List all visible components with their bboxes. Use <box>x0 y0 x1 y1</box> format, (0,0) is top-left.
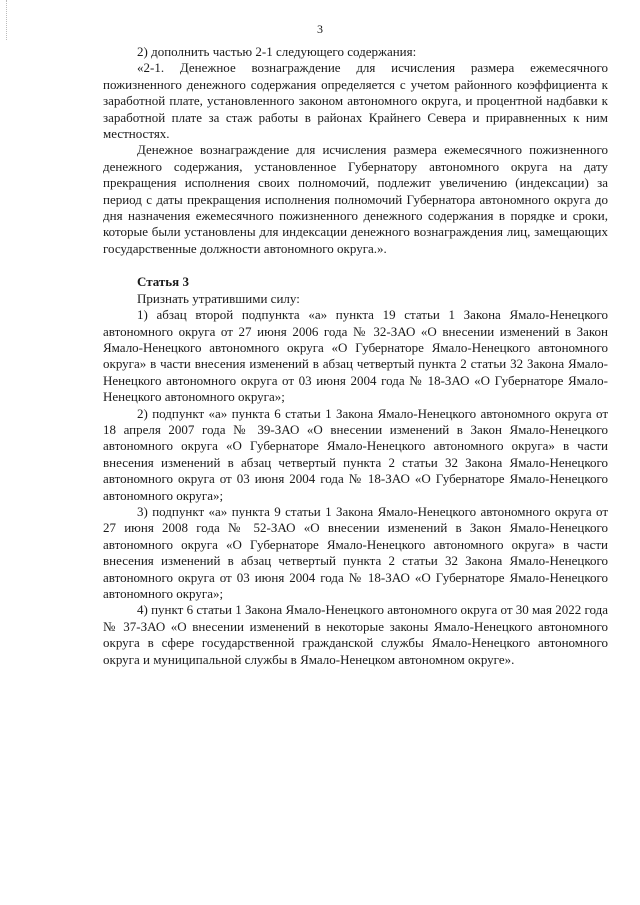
list-item-1: 1) абзац второй подпункта «а» пункта 19 статьи 1 Закона Ямало-Ненецкого автономного округа от 27 июня 2006 года № 32-ЗАО «О внесении изменений в Закон Ямало-Ненецкого автономного округа «О Губернаторе Ямало-Ненецкого автономного округа» в части внесения изменений в абзац четвертый пункта 2 статьи 32 Закона Ямало-Ненецкого автономного округа от 03 июня 2004 года № 18-ЗАО «О Губернаторе Ямало-Ненецкого автономного округа»; <box>103 307 608 405</box>
paragraph-repeal-intro: Признать утратившими силу: <box>137 290 300 306</box>
paragraph-part-2-1: «2-1. Денежное вознаграждение для исчисления размера ежемесячного пожизненного денежного содержания определяется с учетом районного коэффициента к заработной плате, установленного законом автономного округа, и процентной надбавки к заработной плате за стаж работы в районах Крайнего Севера и приравненных к ним местностях. <box>103 60 608 142</box>
paragraph-indexation: Денежное вознаграждение для исчисления размера ежемесячного пожизненного денежного содержания, установленное Губернатору автономного округа на дату прекращения исполнения своих полномочий, подлежит увеличению (индексации) за период с даты прекращения исполнения полномочий Губернатора автономного округа до дня назначения ежемесячного пожизненного денежного содержания в порядке и сроки, которые были установлены для индексации денежного вознаграждения лиц, замещающих государственные должности автономного округа.». <box>103 142 608 256</box>
document-body <box>103 44 608 668</box>
list-item-4: 4) пункт 6 статьи 1 Закона Ямало-Ненецкого автономного округа от 30 мая 2022 года № 37-ЗАО «О внесении изменений в некоторые законы Ямало-Ненецкого автономного округа в сфере государственной гражданской службы Ямало-Ненецкого автономного округа и муниципальной службы в Ямало-Ненецком автономном округе». <box>103 602 608 667</box>
page-number: 3 <box>317 22 323 36</box>
paragraph-item-2: 2) дополнить частью 2-1 следующего содержания: <box>137 44 417 59</box>
article-3-heading: Статья 3 <box>137 274 189 290</box>
list-item-2: 2) подпункт «а» пункта 6 статьи 1 Закона Ямало-Ненецкого автономного округа от 18 апреля 2007 года № 39-ЗАО «О внесении изменений в Закон Ямало-Ненецкого автономного округа «О Губернаторе Ямало-Ненецкого автономного округа» в части внесения изменений в абзац четвертый пункта 2 статьи 32 Закона Ямало-Ненецкого автономного округа от 03 июня 2004 года № 18-ЗАО «О Губернаторе Ямало-Ненецкого автономного округа»; <box>103 405 608 503</box>
list-item-3: 3) подпункт «а» пункта 9 статьи 1 Закона Ямало-Ненецкого автономного округа от 27 июня 2008 года № 52-ЗАО «О внесении изменений в Закон Ямало-Ненецкого автономного округа «О Губернаторе Ямало-Ненецкого автономного округа» в части внесения изменений в абзац четвертый пункта 2 статьи 32 Закона Ямало-Ненецкого автономного округа от 03 июня 2004 года № 18-ЗАО «О Губернаторе Ямало-Ненецкого автономного округа»; <box>103 503 608 601</box>
